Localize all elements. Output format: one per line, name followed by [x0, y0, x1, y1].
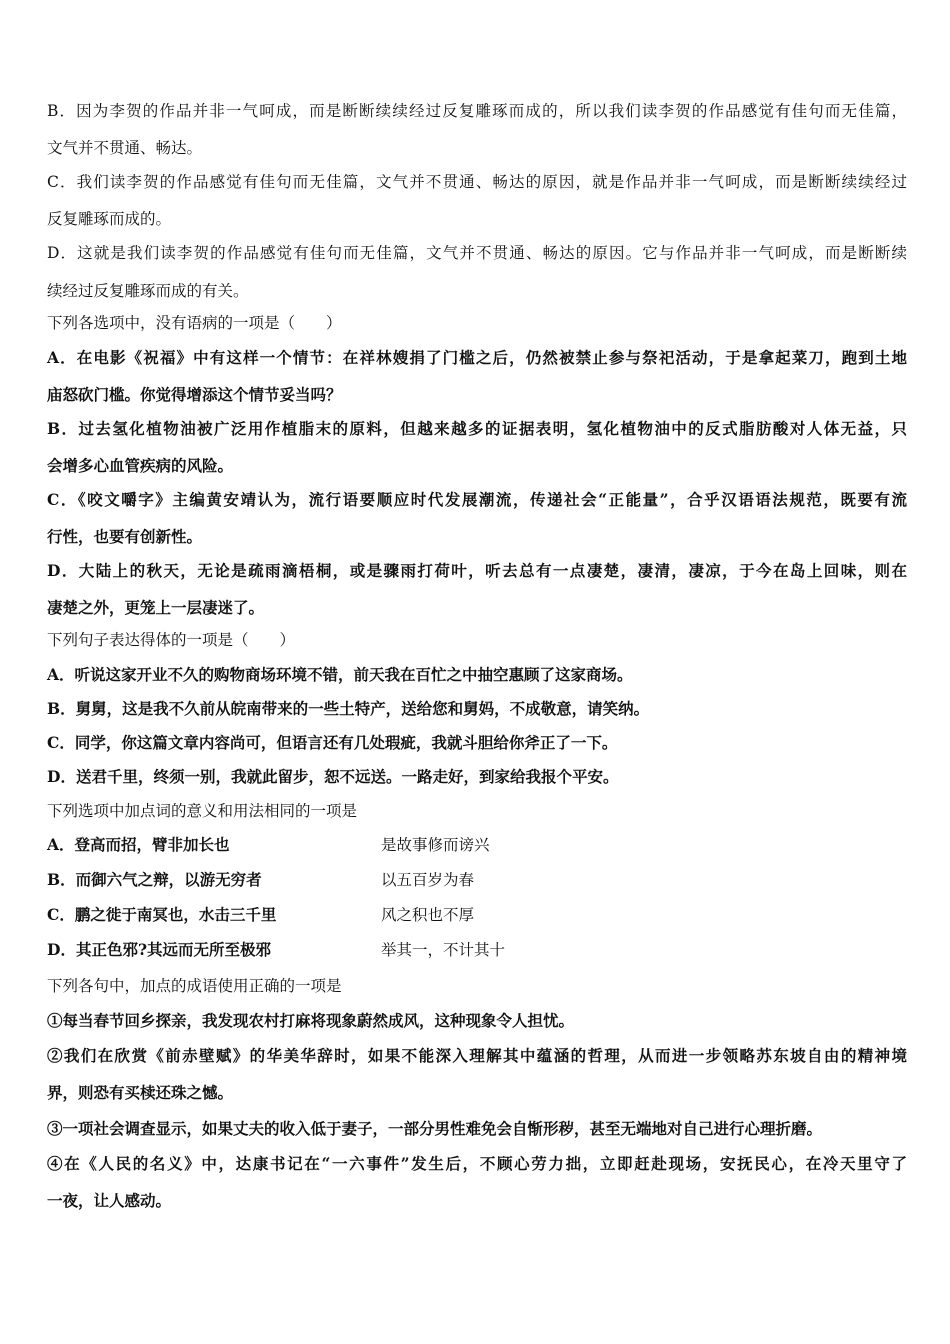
q4-option-a: [47, 835, 907, 855]
q4-option-b-right: 以五百岁为春: [381, 871, 475, 889]
q5-stem: 下列各句中，加点的成语使用正确的一项是: [47, 977, 342, 995]
q3-option-d: D．送君千里，终须一别，我就此留步，恕不远送。一路走好，到家给我报个平安。: [47, 767, 619, 786]
q2-option-d-line1: D．大陆上的秋天，无论是疏雨滴梧桐，或是骤雨打荷叶，听去总有一点凄楚，凄清，凄凉，于今在岛上回味，则在: [47, 561, 907, 580]
q5-sentence-4-line2: 一夜，让人感动。: [47, 1191, 172, 1210]
q2-option-a-line2: 庙怒砍门槛。你觉得增添这个情节妥当吗？: [47, 385, 342, 404]
q4-option-d: [47, 940, 907, 960]
q5-sentence-2-line2: 界，则恐有买椟还珠之憾。: [47, 1083, 234, 1102]
q2-option-a-line1: A．在电影《祝福》中有这样一个情节：在祥林嫂捐了门槛之后，仍然被禁止参与祭祀活动，于是拿起菜刀，跑到土地: [47, 348, 907, 367]
q1-option-b-line1: B．因为李贺的作品并非一气呵成，而是断断续续经过反复雕琢而成的，所以我们读李贺的作品感觉有佳句而无佳篇，: [47, 102, 907, 120]
q1-option-c-line1: C．我们读李贺的作品感觉有佳句而无佳篇，文气并不贯通、畅达的原因，就是作品并非一气呵成，而是断断续续经过: [47, 173, 907, 191]
q5-sentence-2-line1: ②我们在欣赏《前赤壁赋》的华美华辞时，如果不能深入理解其中蕴涵的哲理，从而进一步领略苏东坡自由的精神境: [47, 1046, 907, 1065]
q5-sentence-1: ①每当春节回乡探亲，我发现农村打麻将现象蔚然成风，这种现象令人担忧。: [47, 1011, 575, 1030]
q4-option-a-right: 是故事修而谤兴: [381, 836, 490, 854]
q2-option-b-line2: 会增多心血管疾病的风险。: [47, 456, 234, 475]
q4-option-a-left: A．登高而招，臂非加长也: [47, 835, 230, 854]
q2-stem: 下列各选项中，没有语病的一项是（ ）: [47, 314, 342, 332]
q3-option-b: B．舅舅，这是我不久前从皖南带来的一些土特产，送给您和舅妈，不成敬意，请笑纳。: [47, 699, 650, 718]
q2-option-c-line1: C．《咬文嚼字》主编黄安靖认为，流行语要顺应时代发展潮流，传递社会“正能量”，合乎汉语语法规范，既要有流: [47, 490, 907, 509]
q4-option-c-left: C．鹏之徙于南冥也，水击三千里: [47, 905, 277, 924]
q3-option-a: A．听说这家开业不久的购物商场环境不错，前天我在百忙之中抽空惠顾了这家商场。: [47, 665, 633, 684]
q4-option-c: [47, 905, 907, 925]
q3-stem: 下列句子表达得体的一项是（ ）: [47, 631, 296, 649]
q1-option-d-line1: D．这就是我们读李贺的作品感觉有佳句而无佳篇，文气并不贯通、畅达的原因。它与作品并非一气呵成，而是断断续: [47, 244, 907, 262]
q4-option-c-right: 风之积也不厚: [381, 906, 475, 924]
q4-option-d-left: D．其正色邪?其远而无所至极邪: [47, 940, 272, 959]
q1-option-b-line2: 文气并不贯通、畅达。: [47, 139, 203, 157]
q2-option-b-line1: B．过去氢化植物油被广泛用作植脂末的原料，但越来越多的证据表明，氢化植物油中的反式脂肪酸对人体无益，只: [47, 419, 907, 438]
q1-option-d-line2: 续经过反复雕琢而成的有关。: [47, 282, 249, 300]
q4-stem: 下列选项中加点词的意义和用法相同的一项是: [47, 802, 358, 820]
q2-option-c-line2: 行性，也要有创新性。: [47, 527, 203, 546]
q5-sentence-3: ③一项社会调查显示，如果丈夫的收入低于妻子，一部分男性难免会自惭形秽，甚至无端地对自己进行心理折磨。: [47, 1119, 823, 1138]
q4-option-d-right: 举其一，不计其十: [381, 941, 506, 959]
q5-sentence-4-line1: ④在《人民的名义》中，达康书记在“一六事件”发生后，不顾心劳力拙，立即赶赴现场，安抚民心，在冷天里守了: [47, 1154, 907, 1173]
q4-option-b: [47, 870, 907, 890]
q4-option-b-left: B．而御六气之辩，以游无穷者: [47, 870, 262, 889]
q1-option-c-line2: 反复雕琢而成的。: [47, 210, 172, 228]
q3-option-c: C．同学，你这篇文章内容尚可，但语言还有几处瑕疵，我就斗胆给你斧正了一下。: [47, 733, 618, 752]
q2-option-d-line2: 凄楚之外，更笼上一层凄迷了。: [47, 598, 265, 617]
